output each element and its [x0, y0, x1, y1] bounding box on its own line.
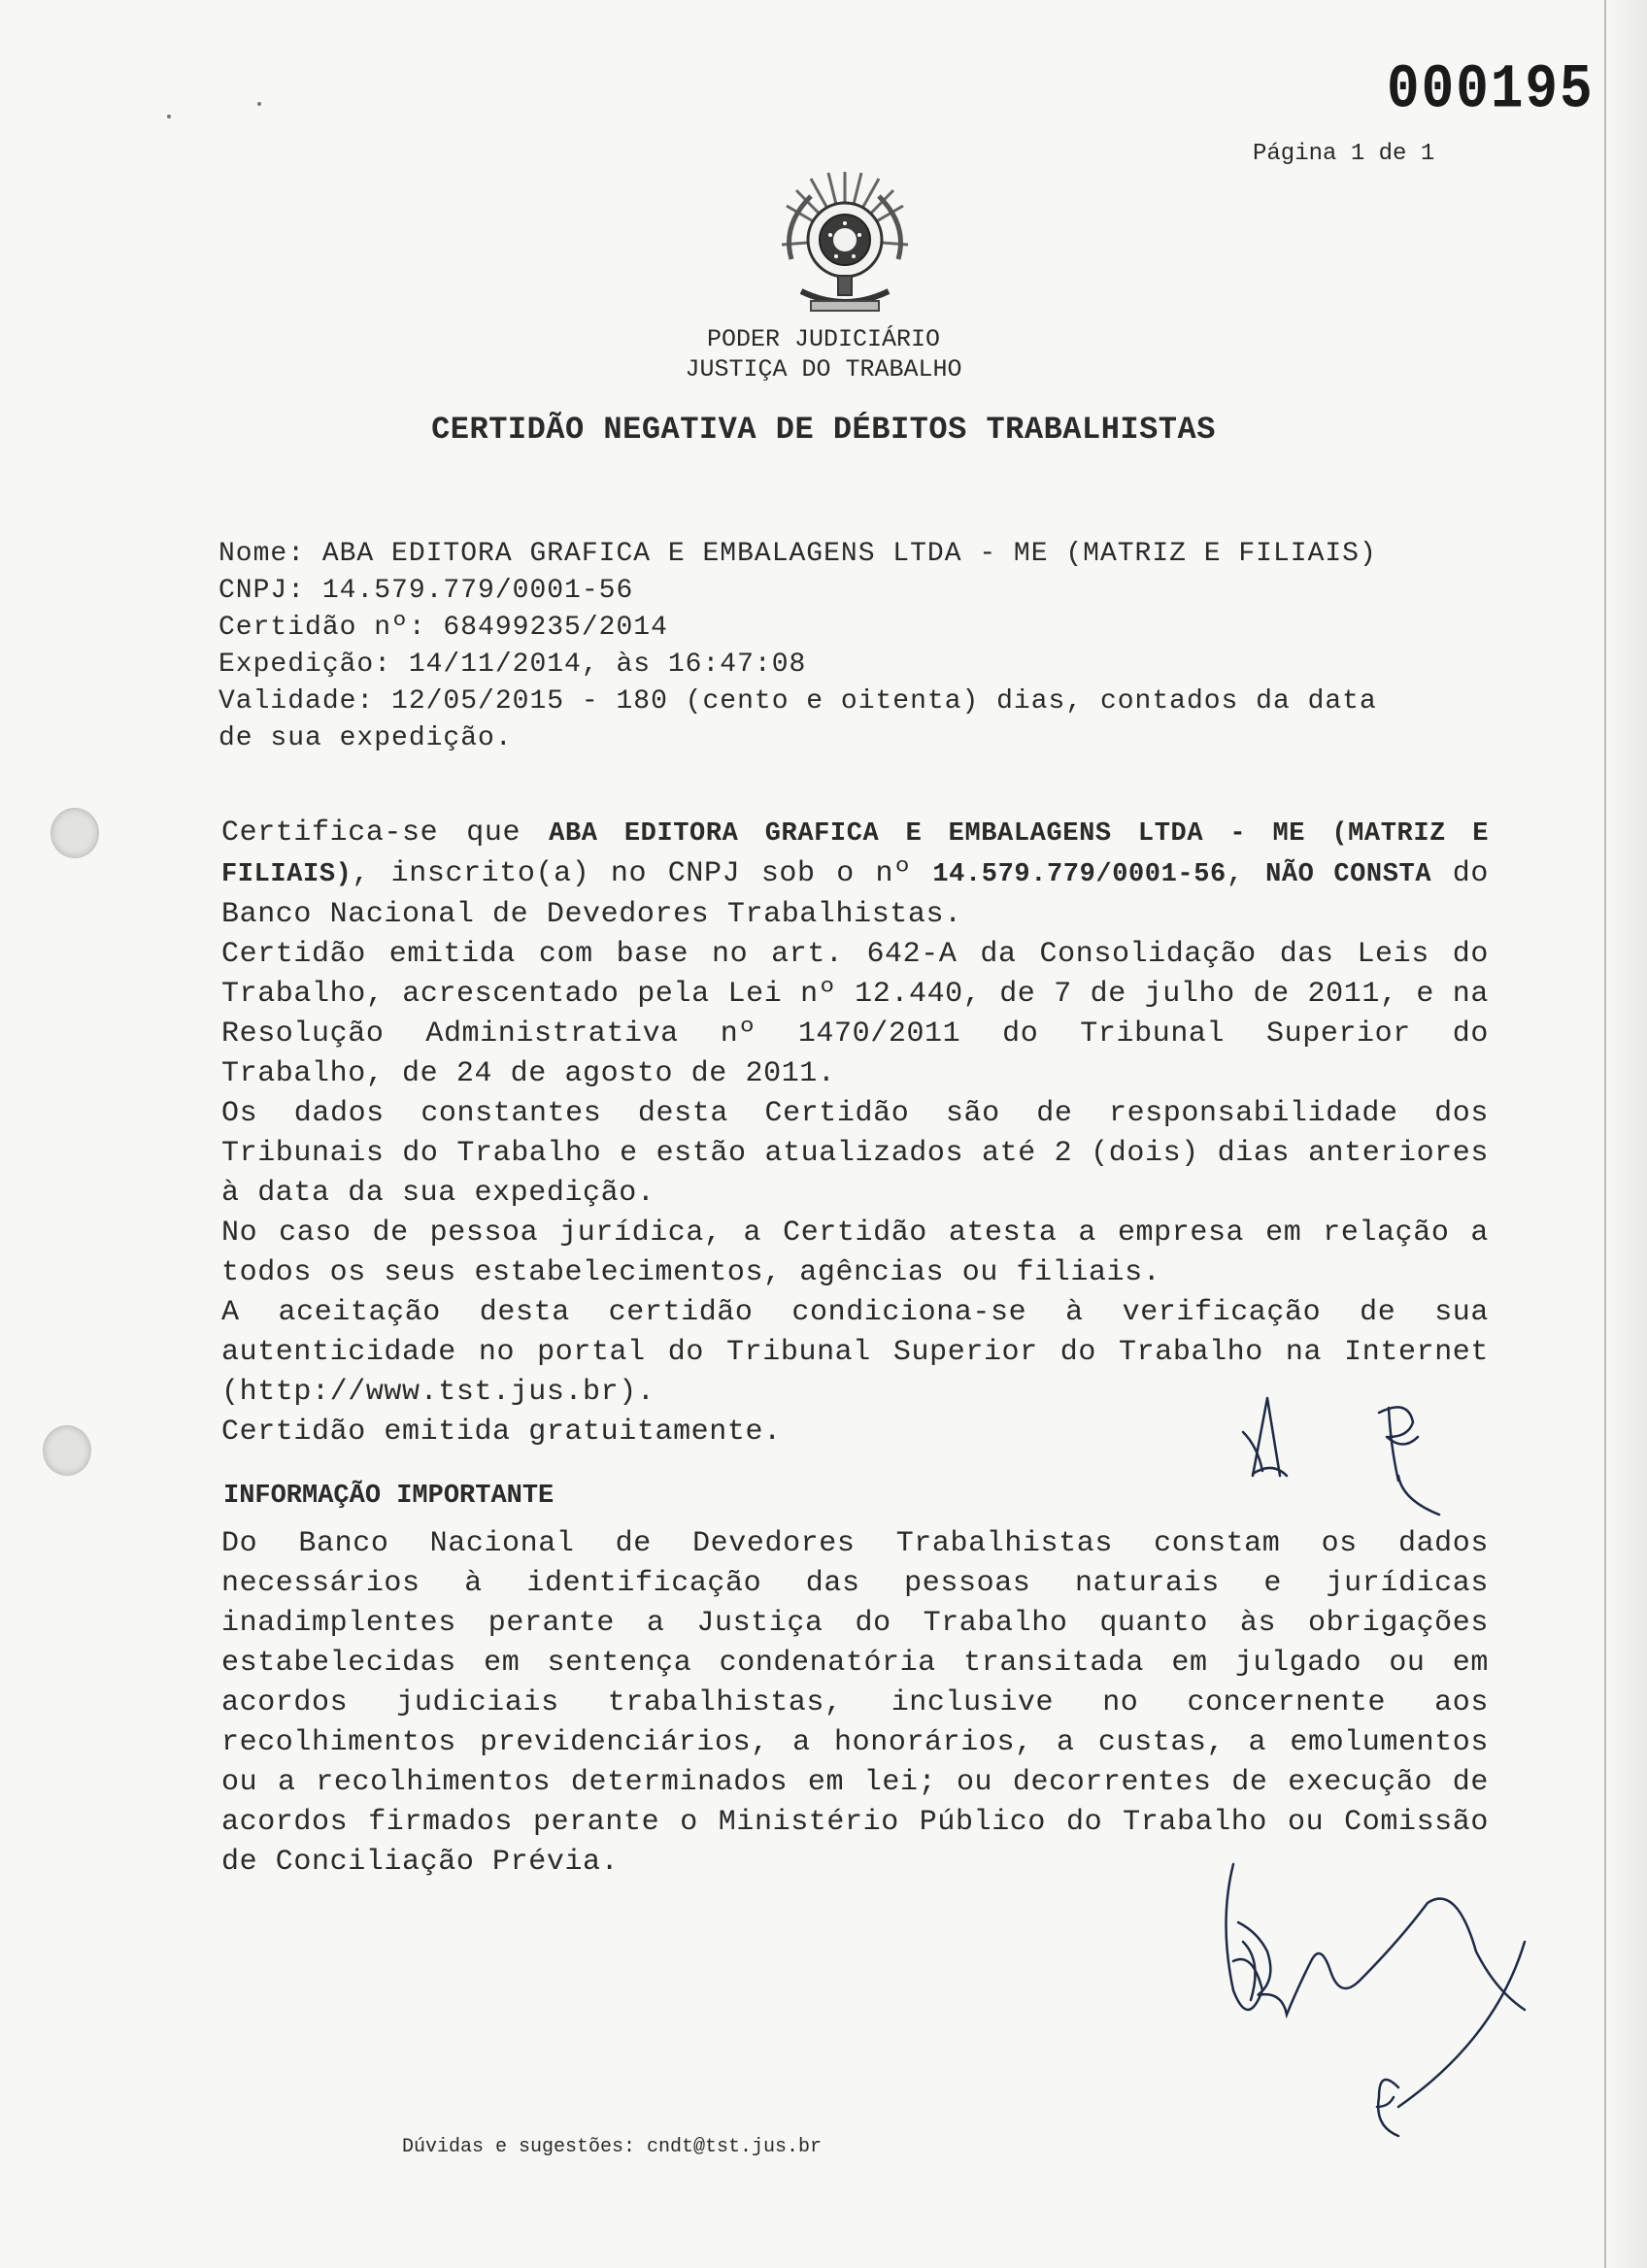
body-paragraph-authenticity: A aceitação desta certidão condiciona-se à verificação de sua autenticidade no portal do Tribunal Superior do Trabalho na Internet (http://www.tst.jus.br). — [221, 1296, 1489, 1409]
important-info-body — [221, 1524, 1489, 1883]
handwritten-initials-icon — [1224, 1379, 1476, 1524]
speck — [257, 102, 261, 106]
detail-certificate-number: Certidão nº: 68499235/2014 — [218, 613, 668, 643]
detail-cnpj: CNPJ: 14.579.779/0001-56 — [218, 576, 634, 606]
page-indicator: Página 1 de 1 — [1253, 141, 1435, 167]
detail-name: Nome: ABA EDITORA GRAFICA E EMBALAGENS LTDA - ME (MATRIZ E FILIAIS) — [218, 539, 1377, 569]
detail-issue-date: Expedição: 14/11/2014, às 16:47:08 — [218, 650, 807, 680]
punch-hole-bottom — [43, 1425, 91, 1476]
certificate-body — [221, 814, 1489, 1452]
body-paragraph-legal-basis: Certidão emitida com base no art. 642-A da Consolidação das Leis do Trabalho, acrescentado pela Lei nº 12.440, de 7 de julho de 2011, e na Resolução Administrativa nº 1470/2011 do Tribunal Superior do Trabalho, de 24 de agosto de 2011. — [221, 938, 1489, 1090]
body-text-middle: , inscrito(a) no CNPJ sob o nº — [352, 857, 933, 890]
speck — [167, 115, 171, 118]
body-paragraph-certifies — [221, 814, 1489, 935]
body-paragraph-free-issue: Certidão emitida gratuitamente. — [221, 1416, 782, 1449]
cnpj-bold: 14.579.779/0001-56 — [932, 860, 1227, 889]
punch-hole-top — [50, 808, 99, 858]
org-line-judiciary: PODER JUDICIÁRIO — [706, 325, 941, 353]
body-paragraph-data-responsibility: Os dados constantes desta Certidão são de responsabilidade dos Tribunais do Trabalho e estão atualizados até 2 (dois) dias anteriores à data da sua expedição. — [221, 1097, 1489, 1210]
coat-of-arms-icon — [772, 167, 918, 322]
page-stamp-number: 000195 — [1387, 53, 1595, 125]
body-text-prefix: Certifica-se que — [221, 817, 550, 850]
document-title: CERTIDÃO NEGATIVA DE DÉBITOS TRABALHISTAS — [431, 412, 1216, 448]
certificate-details — [218, 536, 1500, 757]
handwritten-signature-icon — [1204, 1845, 1573, 2165]
org-line-labor-court: JUSTIÇA DO TRABALHO — [685, 355, 962, 384]
body-text-suffix: do Banco Nacional de Devedores Trabalhistas. — [221, 857, 1489, 931]
important-info-text: Do Banco Nacional de Devedores Trabalhistas constam os dados necessários à identificação das pessoas naturais e jurídicas inadimplentes perante a Justiça do Trabalho quanto às obrigações estabelecidas em sentença condenatória transitada em julgado ou em acordos judiciais trabalhistas, inclusive no concernente aos recolhimentos previdenciários, a honorários, a custas, a emolumentos ou a recolhimentos determinados em lei; ou decorrentes de execução de acordos firmados perante o Ministério Público do Trabalho ou Comissão de Conciliação Prévia. — [221, 1527, 1489, 1879]
detail-validity: Validade: 12/05/2015 - 180 (cento e oitenta) dias, contados da data — [218, 686, 1377, 717]
body-paragraph-legal-entity: No caso de pessoa jurídica, a Certidão atesta a empresa em relação a todos os seus estabelecimentos, agências ou filiais. — [221, 1217, 1489, 1289]
important-info-heading: INFORMAÇÃO IMPORTANTE — [223, 1482, 555, 1511]
detail-validity-cont: de sua expedição. — [218, 723, 513, 753]
company-name-bold: ABA EDITORA GRAFICA E EMBALAGENS LTDA - ME (MATRIZ E FILIAIS) — [221, 819, 1489, 889]
footer-contact: Dúvidas e sugestões: cndt@tst.jus.br — [401, 2136, 823, 2158]
body-text-comma: , — [1226, 857, 1266, 890]
status-bold: NÃO CONSTA — [1265, 860, 1432, 889]
